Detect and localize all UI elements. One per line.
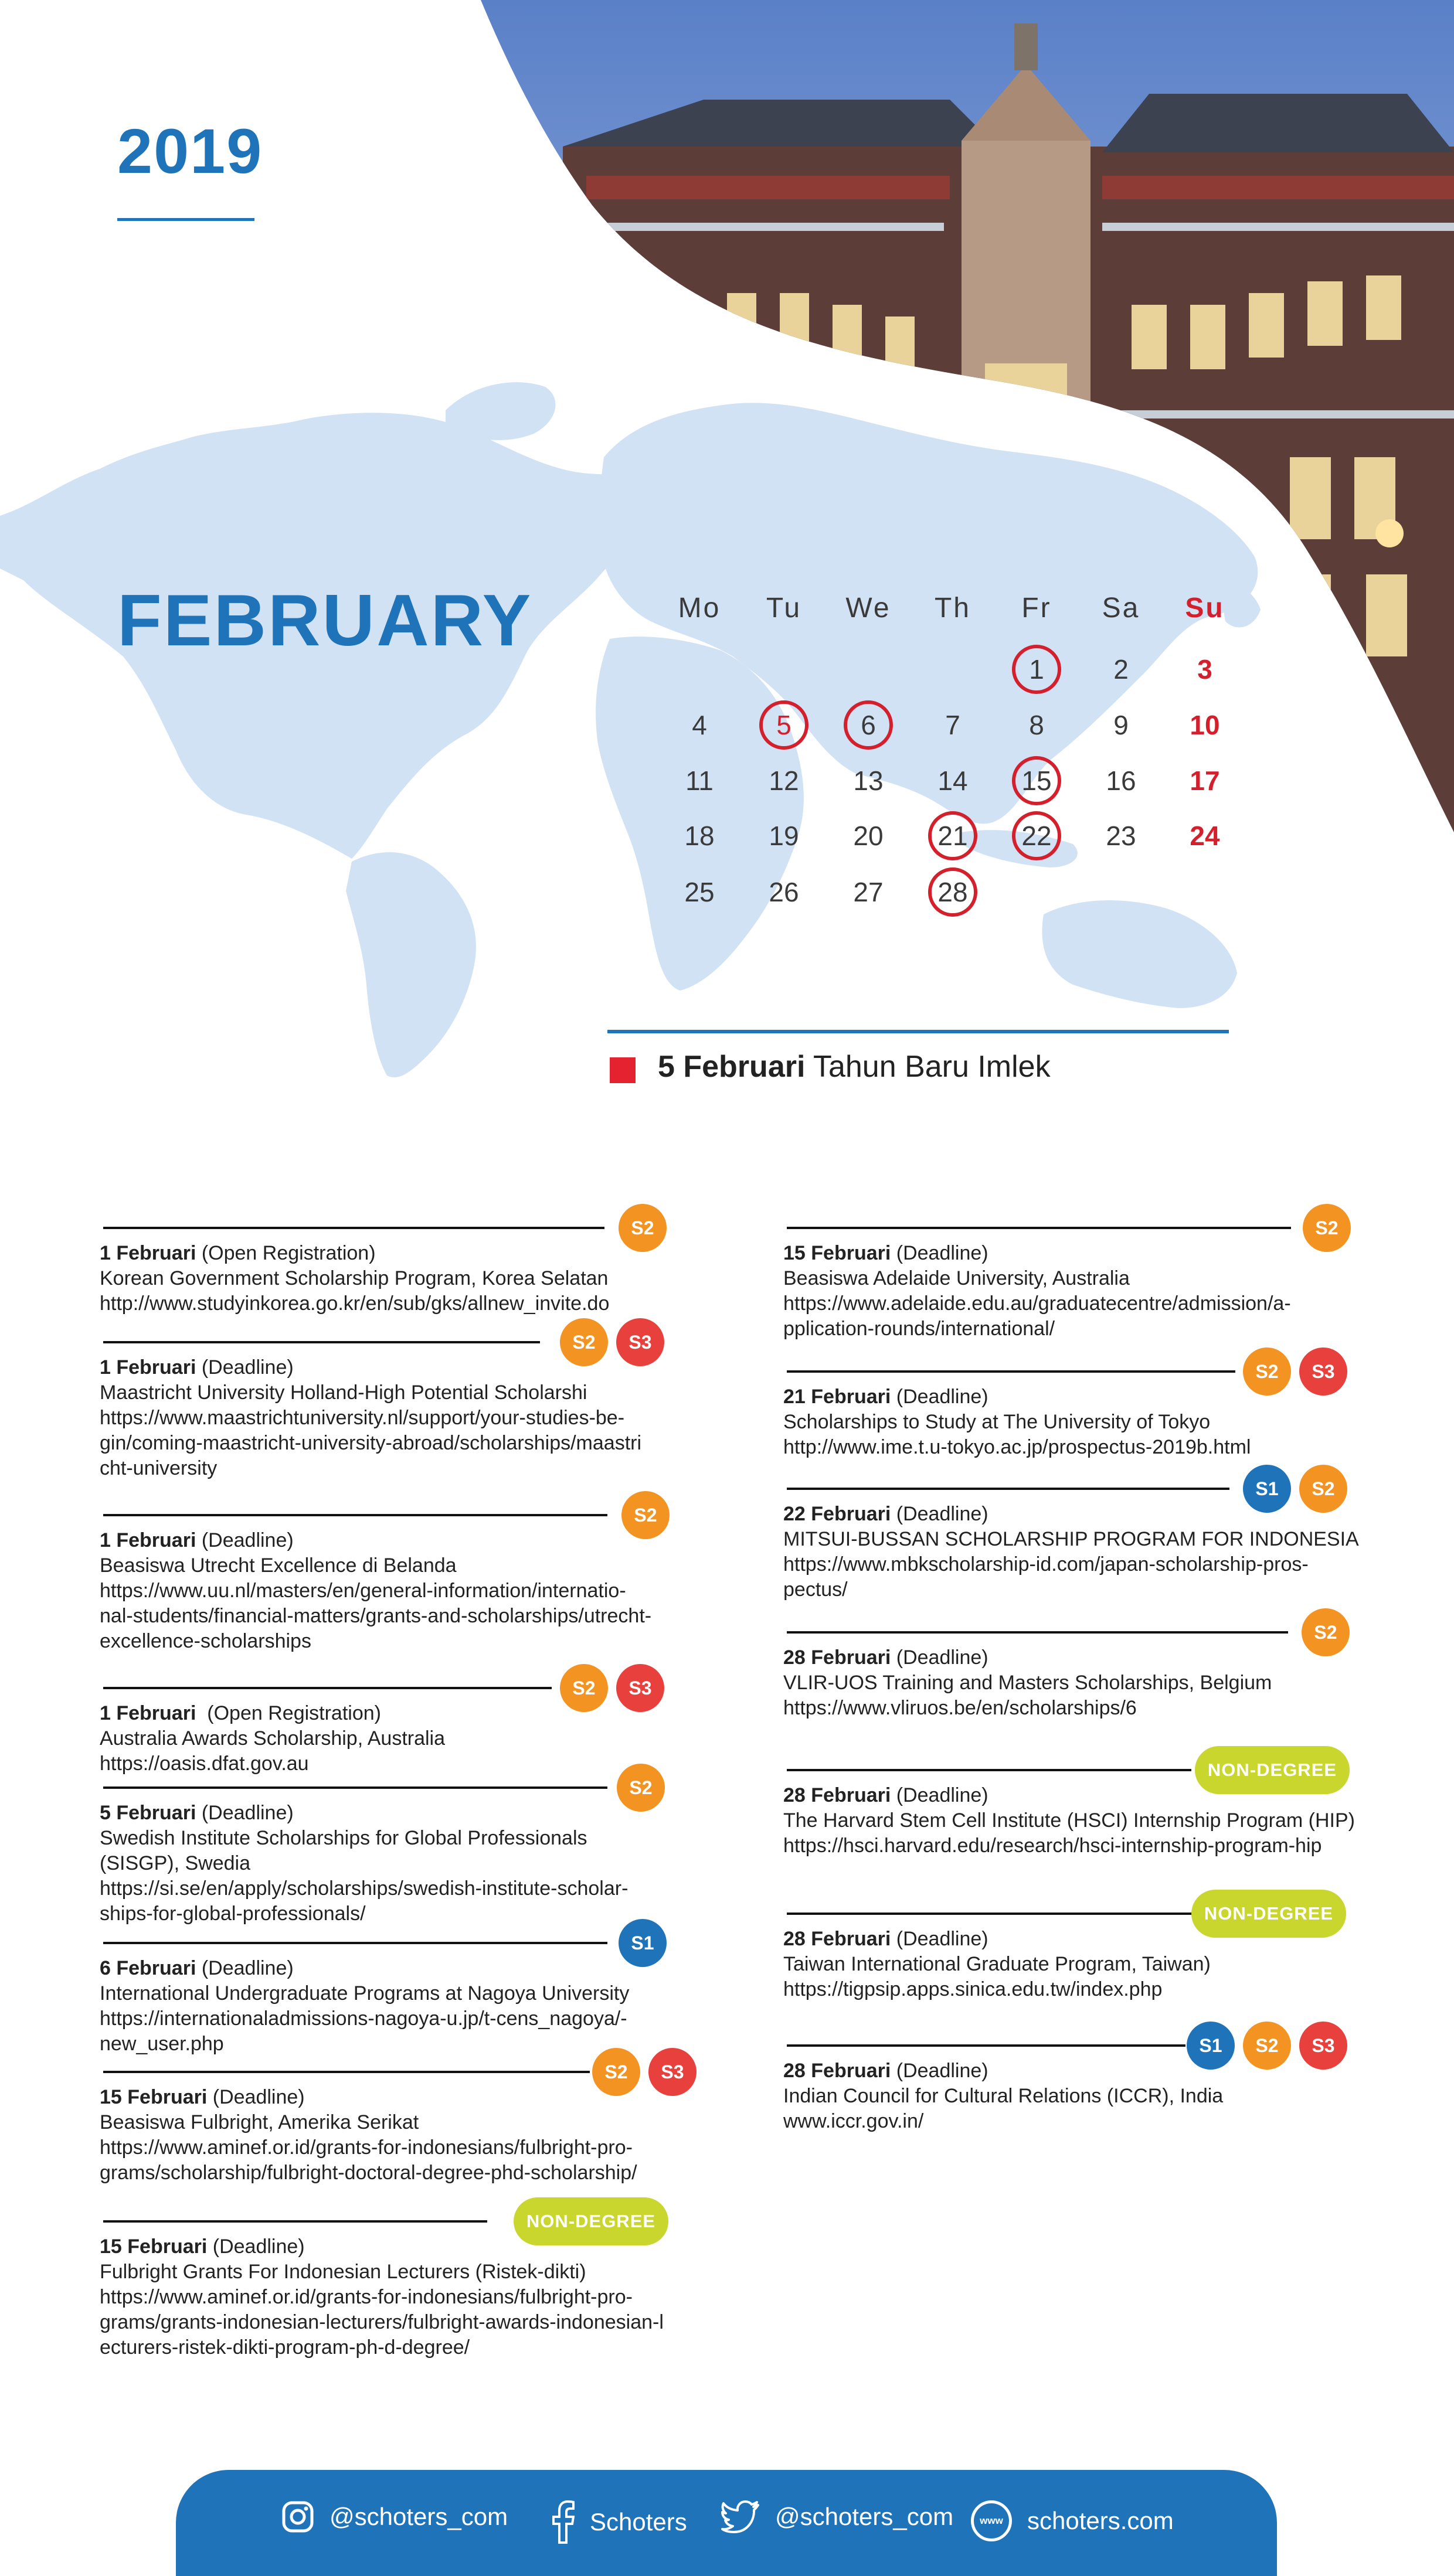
website-link[interactable]: [971, 2500, 1174, 2541]
degree-badge: S3: [616, 1664, 664, 1712]
weekday-header: Su: [1185, 593, 1225, 624]
calendar-day: 9: [1113, 710, 1129, 740]
calendar-day: 11: [685, 765, 714, 796]
entry-link-line[interactable]: grams/scholarship/fulbright-doctoral-degree-phd-scholarship/: [100, 2162, 637, 2184]
degree-badge: S1: [1243, 1465, 1291, 1513]
entry-divider: [103, 1786, 607, 1789]
calendar-day: 2: [1113, 654, 1129, 685]
entry-title: Fulbright Grants For Indonesian Lecturers (Ristek-dikti): [100, 2261, 586, 2283]
degree-badge: S2: [1243, 2022, 1291, 2070]
calendar-day: 15: [1012, 756, 1061, 805]
entry-link-line[interactable]: https://si.se/en/apply/scholarships/swedish-institute-scholar-: [100, 1877, 629, 1900]
entry-link-line[interactable]: https://www.aminef.or.id/grants-for-indonesians/fulbright-pro-: [100, 2136, 633, 2159]
calendar-day: 13: [853, 765, 884, 796]
calendar-day: 27: [853, 877, 884, 907]
entry-type: (Deadline): [212, 2086, 305, 2108]
entry-date: 1 Februari: [100, 1356, 196, 1379]
degree-badge: S1: [1187, 2022, 1235, 2070]
month-heading: FEBRUARY: [117, 580, 533, 661]
calendar-day: 22: [1012, 811, 1061, 860]
entry-title: MITSUI-BUSSAN SCHOLARSHIP PROGRAM FOR INDONESIA: [783, 1528, 1359, 1550]
entry-date-line: [100, 1956, 709, 1981]
entry-date: 5 Februari: [100, 1802, 196, 1824]
degree-badge: S1: [619, 1919, 667, 1967]
entry-date-line: [100, 1355, 709, 1380]
weekday-header: Mo: [678, 593, 721, 624]
entry-date-line: [100, 1801, 709, 1826]
entry-link-line[interactable]: https://internationaladmissions-nagoya-u.jp/t-cens_nagoya/-: [100, 2007, 627, 2030]
calendar-day: 8: [1029, 710, 1044, 740]
calendar-day: 3: [1197, 654, 1212, 685]
twitter-handle: @schoters_com: [775, 2503, 954, 2530]
entry-title: Indian Council for Cultural Relations (ICCR), India: [783, 2085, 1224, 2107]
entry-link-line[interactable]: https://www.vliruos.be/en/scholarships/6: [783, 1697, 1137, 1719]
weekday-header: Tu: [766, 593, 802, 624]
entry-divider: [787, 1227, 1291, 1229]
facebook-name: Schoters: [590, 2508, 687, 2536]
entry-type: (Deadline): [896, 1928, 988, 1950]
degree-badge: S3: [648, 2048, 697, 2096]
holiday-name: Tahun Baru Imlek: [813, 1050, 1051, 1084]
entry-link-line[interactable]: excellence-scholarships: [100, 1630, 311, 1652]
entry-divider: [103, 1514, 607, 1516]
entry-divider: [103, 1687, 552, 1689]
entry-link-line[interactable]: https://www.mbkscholarship-id.com/japan-scholarship-pros-: [783, 1553, 1309, 1575]
degree-badge: NON-DEGREE: [1195, 1746, 1350, 1794]
calendar-day: 24: [1190, 821, 1220, 851]
entry-type: (Open Registration): [201, 1702, 381, 1724]
entry-date: 22 Februari: [783, 1503, 891, 1525]
entry-type: (Deadline): [896, 1784, 988, 1806]
calendar-day: 4: [692, 710, 707, 740]
degree-badge: S2: [619, 1204, 667, 1252]
entry-type: (Deadline): [201, 1957, 294, 1979]
weekday-header: We: [845, 593, 891, 624]
entry-title: Scholarships to Study at The University of Tokyo: [783, 1411, 1211, 1433]
entry-divider: [103, 1227, 604, 1229]
weekday-header: Fr: [1021, 593, 1052, 624]
entry-divider: [787, 1631, 1288, 1634]
entry-title: Swedish Institute Scholarships for Global Professionals: [100, 1827, 587, 1849]
entry-date-line: [783, 2058, 1381, 2084]
instagram-handle: @schoters_com: [329, 2503, 508, 2530]
calendar-day: 16: [1106, 765, 1136, 796]
entry-link-line[interactable]: ecturers-ristek-dikti-program-ph-d-degree/: [100, 2336, 470, 2359]
entry-date-line: [783, 1645, 1381, 1670]
instagram-link[interactable]: [281, 2500, 508, 2533]
entry-title: Australia Awards Scholarship, Australia: [100, 1727, 446, 1750]
degree-badge: S2: [617, 1764, 665, 1812]
calendar-day: 19: [769, 821, 799, 851]
entry-title: Korean Government Scholarship Program, Korea Selatan: [100, 1267, 609, 1289]
entry-divider: [103, 1341, 540, 1343]
entry-title: The Harvard Stem Cell Institute (HSCI) Internship Program (HIP): [783, 1809, 1355, 1832]
world-map: [0, 382, 1261, 1077]
holiday-marker: [610, 1057, 636, 1083]
entry-title: International Undergraduate Programs at Nagoya University: [100, 1982, 630, 2005]
degree-badge: S3: [616, 1318, 664, 1366]
entry-date: 1 Februari: [100, 1529, 196, 1551]
calendar-day: 12: [769, 765, 799, 796]
entry-type: (Deadline): [201, 1802, 294, 1824]
calendar-day: 25: [684, 877, 715, 907]
entry-type: (Deadline): [896, 1386, 988, 1408]
globe-icon: [971, 2500, 1012, 2541]
calendar-day: 21: [928, 811, 977, 860]
entry-date-line: [100, 1528, 709, 1553]
calendar-day: 1: [1012, 645, 1061, 694]
entry-link-line[interactable]: http://www.ime.t.u-tokyo.ac.jp/prospectus-2019b.html: [783, 1436, 1251, 1458]
entry-divider: [787, 1913, 1197, 1915]
facebook-link[interactable]: [551, 2500, 687, 2544]
entry-link-line[interactable]: (SISGP), Swedia: [100, 1852, 250, 1874]
entry-link-line[interactable]: nal-students/financial-matters/grants-and-scholarships/utrecht-: [100, 1605, 652, 1627]
entry-date: 28 Februari: [783, 1784, 891, 1806]
entry-date: 1 Februari: [100, 1702, 196, 1724]
entry-divider: [103, 2071, 590, 2073]
degree-badge: S2: [560, 1318, 608, 1366]
entry-date-line: [783, 1502, 1381, 1527]
entry-date-line: [783, 1927, 1381, 1952]
instagram-icon: [281, 2500, 314, 2533]
calendar-day: 20: [853, 821, 884, 851]
degree-badge: NON-DEGREE: [514, 2197, 668, 2245]
entry-link-line[interactable]: https://www.uu.nl/masters/en/general-information/internatio-: [100, 1580, 626, 1602]
entry-date-line: [783, 1783, 1381, 1808]
entry-link-line[interactable]: pplication-rounds/international/: [783, 1318, 1055, 1340]
entry-link-line[interactable]: http://www.studyinkorea.go.kr/en/sub/gks/allnew_invite.do: [100, 1292, 610, 1315]
entry-link-line[interactable]: https://www.aminef.or.id/grants-for-indonesians/fulbright-pro-: [100, 2286, 633, 2308]
entry-link-line[interactable]: https://www.maastrichtuniversity.nl/support/your-studies-be-: [100, 1407, 625, 1429]
entry-title: Taiwan International Graduate Program, Taiwan): [783, 1953, 1211, 1975]
entry-date-line: [100, 2234, 709, 2259]
entry-date-line: [100, 1701, 709, 1726]
entry-title: Beasiswa Utrecht Excellence di Belanda: [100, 1554, 457, 1577]
entry-date: 28 Februari: [783, 1646, 891, 1669]
www-glyph: www: [980, 2515, 1003, 2526]
degree-badge: S2: [560, 1664, 608, 1712]
entry-link-line[interactable]: https://tigpsip.apps.sinica.edu.tw/index.php: [783, 1978, 1163, 2000]
degree-badge: S2: [621, 1491, 670, 1539]
holiday-divider: [607, 1030, 1229, 1033]
entry-link-line[interactable]: www.iccr.gov.in/: [783, 2110, 924, 2132]
entry-type: (Deadline): [896, 1242, 988, 1264]
entry-divider: [787, 1370, 1235, 1373]
calendar-day: 17: [1190, 765, 1220, 796]
entry-link-line[interactable]: ships-for-global-professionals/: [100, 1903, 366, 1925]
entry-date: 15 Februari: [783, 1242, 891, 1264]
calendar-day: 10: [1190, 710, 1220, 740]
entry-type: (Deadline): [896, 2060, 988, 2082]
entry-date: 6 Februari: [100, 1957, 196, 1979]
degree-badge: S3: [1299, 2022, 1347, 2070]
degree-badge: S2: [592, 2048, 640, 2096]
entry-divider: [103, 1942, 607, 1944]
year-heading: 2019: [117, 115, 263, 186]
twitter-icon: [721, 2500, 760, 2533]
twitter-link[interactable]: [721, 2500, 953, 2533]
calendar-day: 6: [844, 700, 893, 750]
degree-badge: S2: [1299, 1465, 1347, 1513]
degree-badge: S3: [1299, 1347, 1347, 1396]
calendar-day: 23: [1106, 821, 1136, 851]
entry-date-line: [783, 1384, 1381, 1410]
entry-type: (Open Registration): [201, 1242, 376, 1264]
entry-date-line: [783, 1241, 1381, 1266]
entry-type: (Deadline): [201, 1356, 294, 1379]
entry-date-line: [100, 2085, 709, 2110]
entry-type: (Deadline): [896, 1503, 988, 1525]
calendar-day: 28: [928, 867, 977, 917]
holiday-note: [658, 1049, 1051, 1084]
calendar-day: 7: [945, 710, 960, 740]
degree-badge: S2: [1303, 1204, 1351, 1252]
entry-title: Beasiswa Fulbright, Amerika Serikat: [100, 2111, 419, 2133]
entry-link-line[interactable]: pectus/: [783, 1578, 848, 1601]
entry-date: 28 Februari: [783, 1928, 891, 1950]
entry-divider: [787, 2044, 1185, 2047]
entry-date: 1 Februari: [100, 1242, 196, 1264]
entry-divider: [787, 1769, 1191, 1771]
entry-date: 15 Februari: [100, 2086, 208, 2108]
degree-badge: NON-DEGREE: [1191, 1890, 1346, 1938]
entry-date: 15 Februari: [100, 2235, 208, 2258]
entry-link-line[interactable]: new_user.php: [100, 2033, 224, 2055]
entry-title: VLIR-UOS Training and Masters Scholarships, Belgium: [783, 1672, 1272, 1694]
entry-divider: [787, 1488, 1229, 1490]
degree-badge: S2: [1243, 1347, 1291, 1396]
weekday-header: Th: [934, 593, 971, 624]
entry-link-line[interactable]: https://hsci.harvard.edu/research/hsci-internship-program-hip: [783, 1835, 1322, 1857]
entry-link-line[interactable]: https://oasis.dfat.gov.au: [100, 1753, 309, 1775]
entry-link-line[interactable]: https://www.adelaide.edu.au/graduatecentre/admission/a-: [783, 1292, 1291, 1315]
calendar-day: 26: [769, 877, 799, 907]
social-footer: [176, 2470, 1277, 2576]
calendar-day: 5: [759, 700, 808, 750]
calendar-day: 14: [937, 765, 968, 796]
entry-link-line[interactable]: grams/grants-indonesian-lecturers/fulbright-awards-indonesian-l: [100, 2311, 664, 2333]
entry-type: (Deadline): [212, 2235, 305, 2258]
entry-date-line: [100, 1241, 709, 1266]
entry-divider: [103, 2220, 487, 2223]
holiday-date: 5 Februari: [658, 1050, 806, 1084]
year-underline: [117, 218, 254, 221]
entry-link-line[interactable]: gin/coming-maastricht-university-abroad/scholarships/maastri: [100, 1432, 642, 1454]
calendar-day: 18: [684, 821, 715, 851]
weekday-header: Sa: [1102, 593, 1140, 624]
entry-title: Maastricht University Holland-High Potential Scholarshi: [100, 1381, 587, 1404]
entry-type: (Deadline): [201, 1529, 294, 1551]
entry-title: Beasiswa Adelaide University, Australia: [783, 1267, 1130, 1289]
website-url: schoters.com: [1027, 2507, 1174, 2534]
entry-type: (Deadline): [896, 1646, 988, 1669]
entry-date: 21 Februari: [783, 1386, 891, 1408]
facebook-icon: [551, 2500, 575, 2544]
entry-date: 28 Februari: [783, 2060, 891, 2082]
entry-link-line[interactable]: cht-university: [100, 1457, 218, 1479]
degree-badge: S2: [1302, 1608, 1350, 1656]
